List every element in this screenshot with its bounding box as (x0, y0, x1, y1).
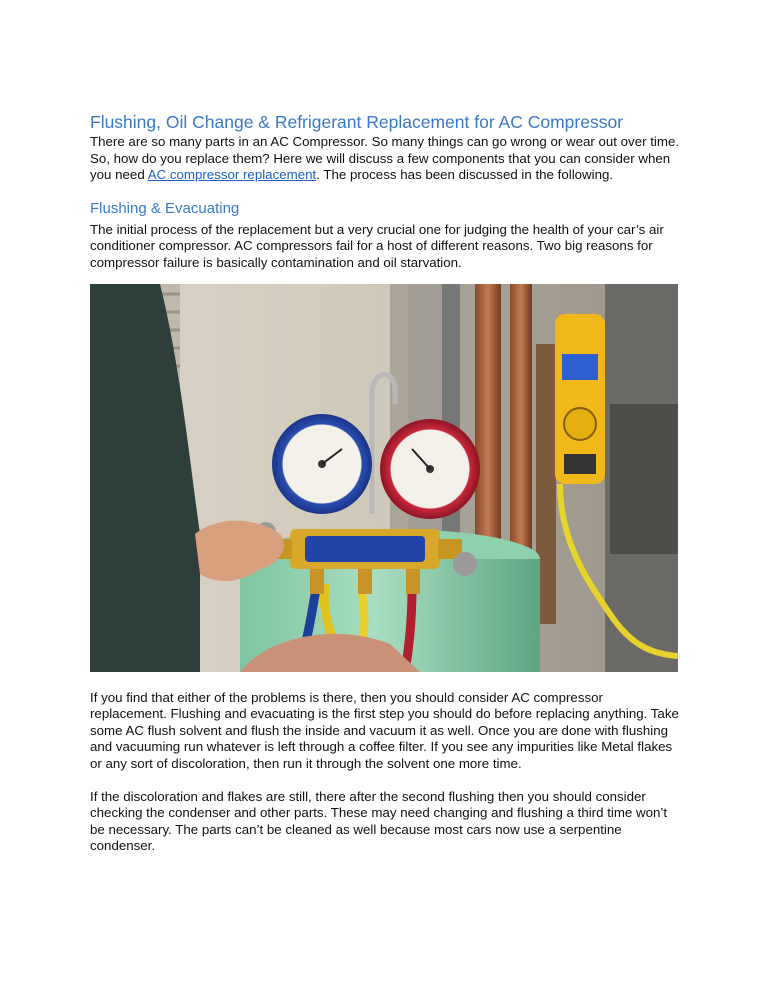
photo-manifold-gauges-icon (90, 284, 678, 672)
section-paragraph-2: If you find that either of the problems is there, then you should consider AC compressor replacement. Flushing and evacuating is the first step you should do before replacing anything. Take some AC flush solvent and flush the inside and vacuum it as well. Once you are done with flushing and vacuuming run whatever is left through a coffee filter. If you see any impurities like Metal flakes or any sort of discoloration, then run it through the solvent one more time. (90, 689, 679, 771)
section-paragraph-3: If the discoloration and flakes are still, there after the second flushing then you should consider checking the condenser and other parts. These may need changing and flushing a third time won’t be necessary. The parts can’t be cleaned as well because most cars now use a serpentine condenser. (90, 788, 668, 854)
intro-paragraph (90, 134, 680, 184)
section-heading: Flushing & Evacuating (90, 199, 240, 217)
manifold-gauge-photo (90, 284, 678, 672)
intro-text-before: There are so many parts in an AC Compressor. So many things can go wrong or wear out over time. So, how do you replace them? Here we will discuss a few components that you can consider when you need (90, 134, 680, 183)
document-page (90, 110, 680, 855)
ac-compressor-replacement-link[interactable]: AC compressor replacement (147, 167, 317, 183)
page-title: Flushing, Oil Change & Refrigerant Replacement for AC Compressor (90, 112, 624, 132)
intro-text-after: . The process has been discussed in the following. (316, 167, 614, 183)
section-paragraph-1: The initial process of the replacement but a very crucial one for judging the health of your car’s air conditioner compressor. AC compressors fail for a host of different reasons. Two big reasons for compressor failure is basically contamination and oil starvation. (90, 221, 664, 270)
